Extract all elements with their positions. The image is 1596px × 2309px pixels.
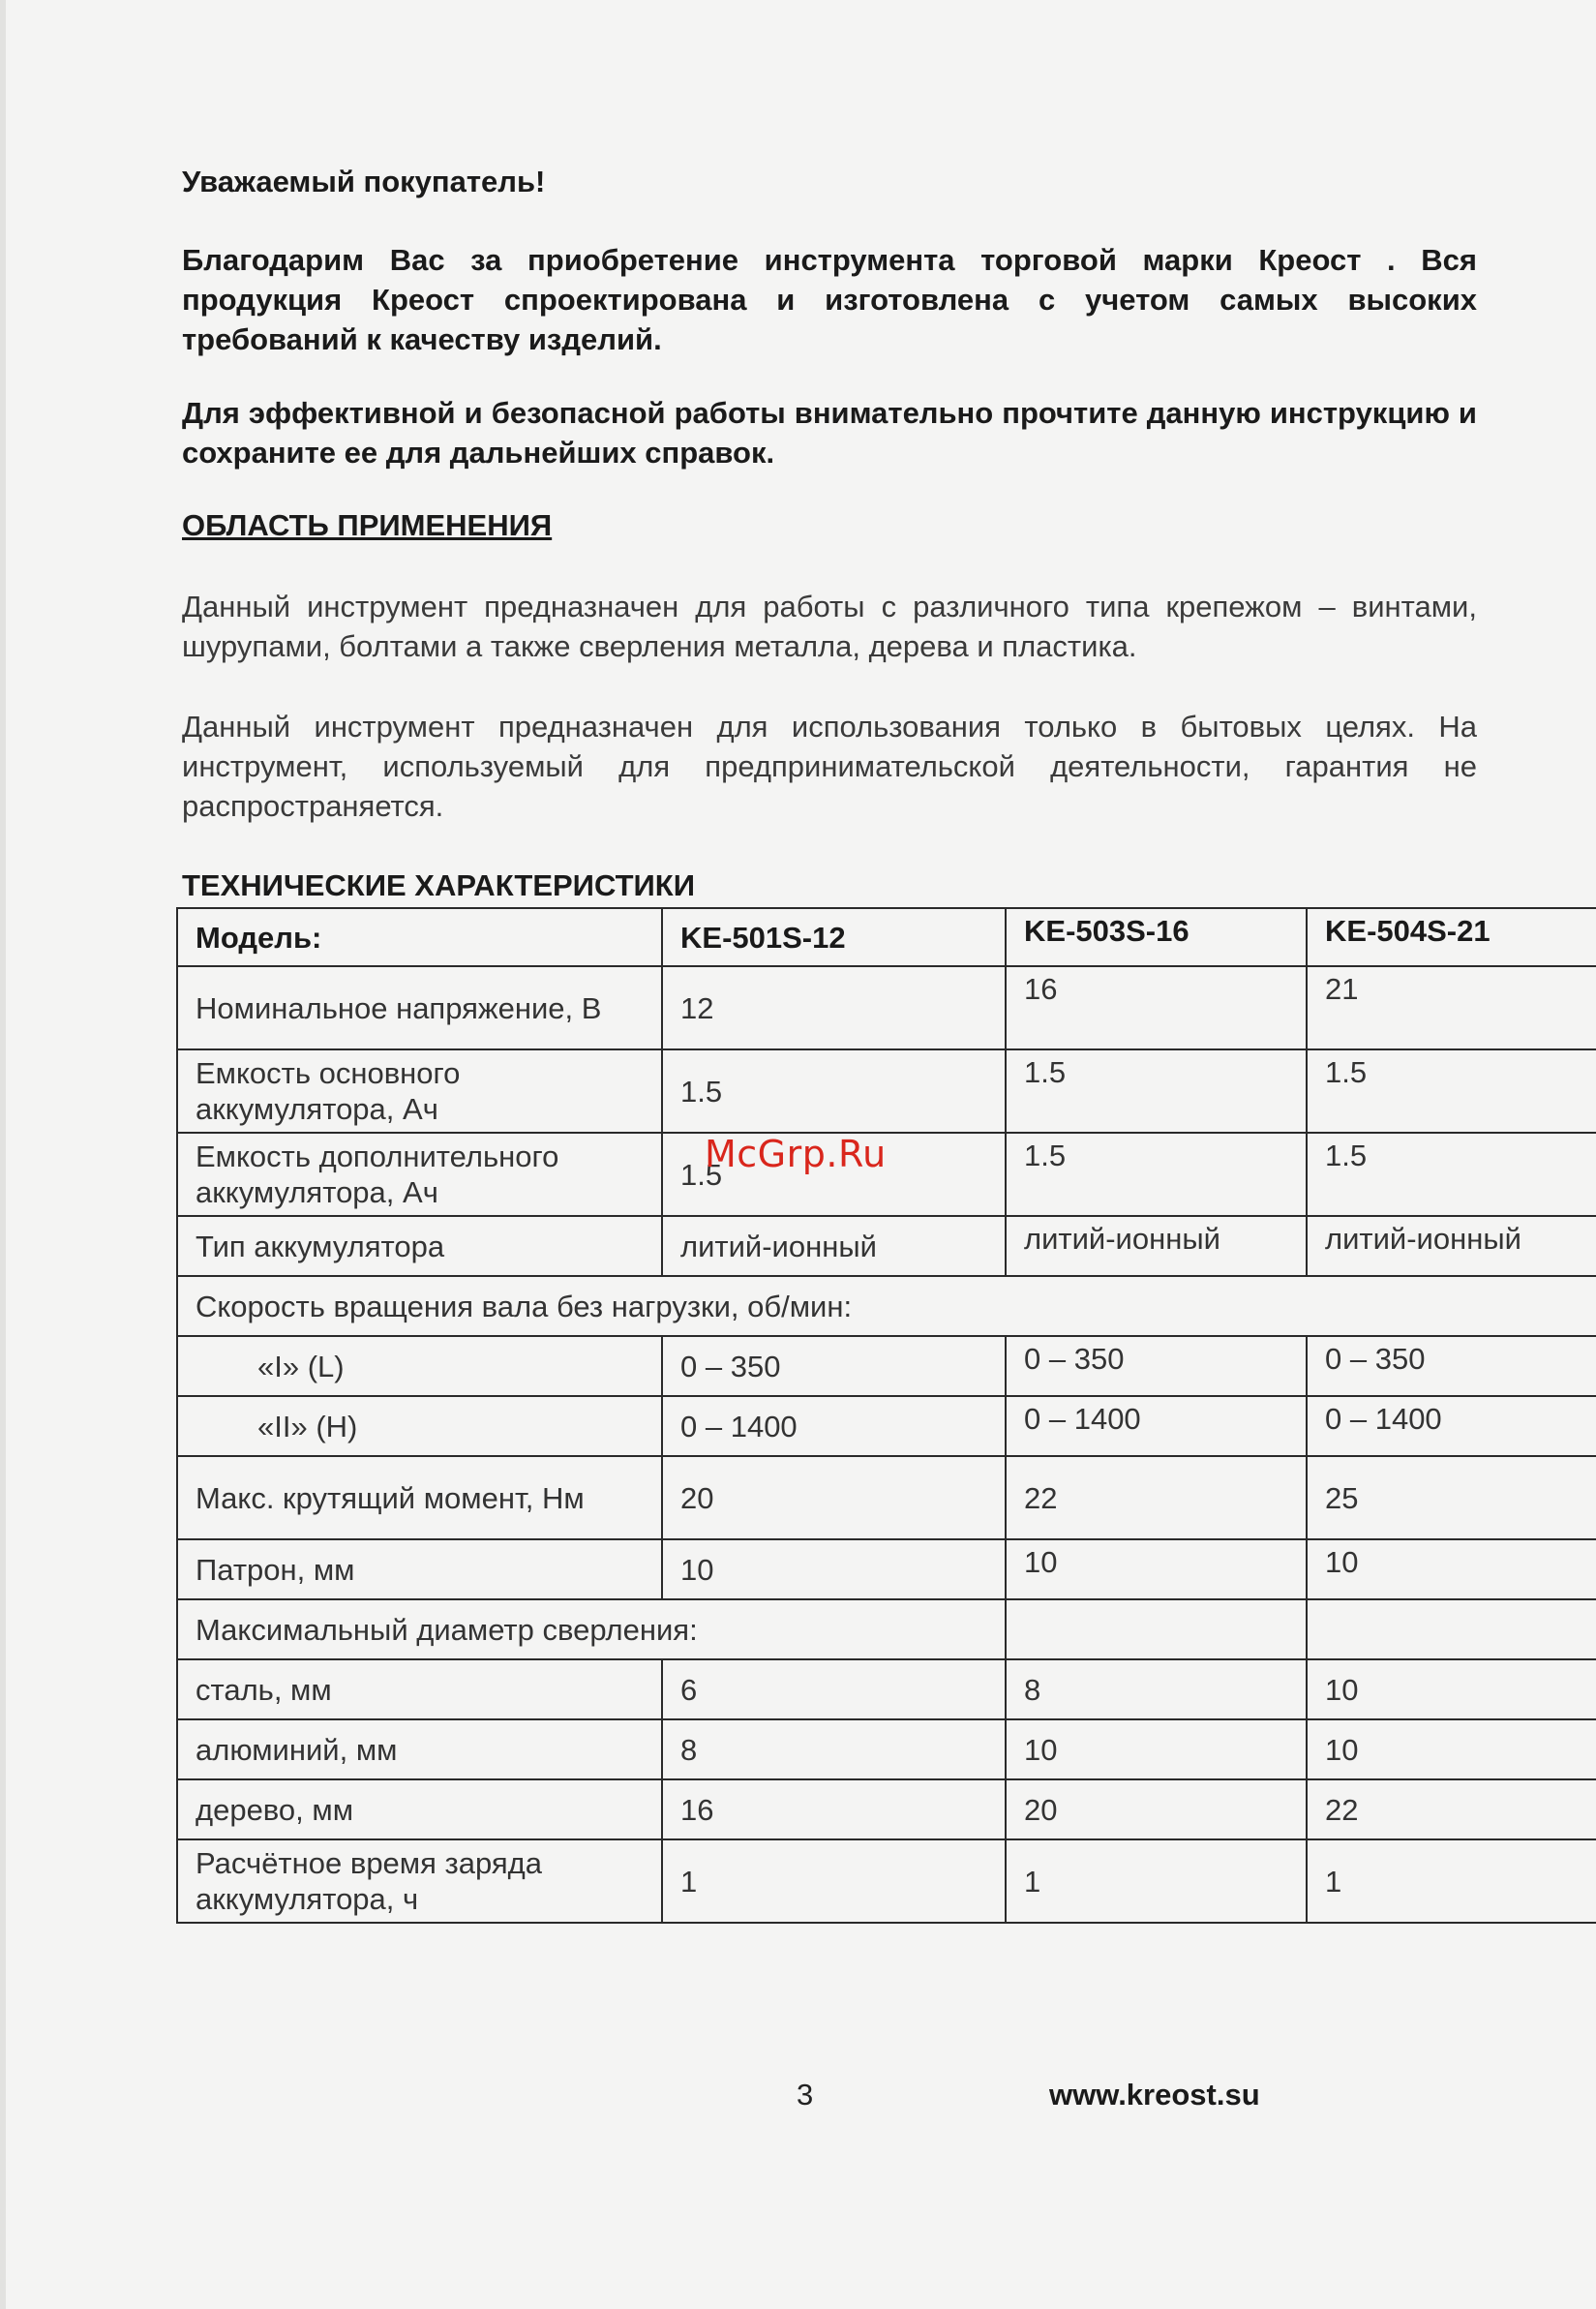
greeting: Уважаемый покупатель! <box>182 165 546 198</box>
row-value: 21 <box>1307 966 1596 1049</box>
row-label: Номинальное напряжение, В <box>177 966 662 1049</box>
row-value: 6 <box>662 1659 1006 1719</box>
application-paragraph-1: Данный инструмент предназначен для работы с различного типа крепежом – винтами, шурупами, болтами а также сверления металла, дерева и пластика. <box>182 590 1477 663</box>
row-value: 1 <box>1307 1839 1596 1923</box>
table-row <box>177 1456 1596 1539</box>
specifications-table <box>176 907 1596 1924</box>
table-row <box>177 966 1596 1049</box>
header-cell-model-1: KE-501S-12 <box>662 908 1006 966</box>
empty-cell <box>1006 1599 1307 1659</box>
row-value: 8 <box>662 1719 1006 1779</box>
page-spine-shadow <box>0 0 6 2309</box>
header-cell-model-3: KE-504S-21 <box>1307 908 1596 966</box>
row-value: 1 <box>1006 1839 1307 1923</box>
row-value: 20 <box>662 1456 1006 1539</box>
row-value: 22 <box>1006 1456 1307 1539</box>
empty-cell <box>1307 1599 1596 1659</box>
row-label: сталь, мм <box>177 1659 662 1719</box>
row-label: Емкость дополнительного аккумулятора, Ач <box>177 1133 662 1216</box>
table-row <box>177 1539 1596 1599</box>
application-paragraph-2: Данный инструмент предназначен для использования только в бытовых целях. На инструмент, используемый для предпринимательской деятельности, гарантия не распространяется. <box>182 710 1477 823</box>
row-value: литий-ионный <box>1307 1216 1596 1276</box>
table-group-row <box>177 1599 1596 1659</box>
row-label: дерево, мм <box>177 1779 662 1839</box>
intro-paragraph-1: Благодарим Вас за приобретение инструмента торговой марки Креост . Вся продукция Креост спроектирована и изготовлена с учетом самых высоких требований к качеству изделий. <box>182 243 1477 356</box>
page-number: 3 <box>797 2078 814 2112</box>
row-label: алюминий, мм <box>177 1719 662 1779</box>
row-value: 0 – 1400 <box>1307 1396 1596 1456</box>
footer-url-link[interactable]: www.kreost.su <box>1049 2078 1260 2112</box>
row-value: 10 <box>1006 1719 1307 1779</box>
table-row <box>177 1659 1596 1719</box>
section-heading-application: ОБЛАСТЬ ПРИМЕНЕНИЯ <box>182 508 553 542</box>
header-cell-model: Модель: <box>177 908 662 966</box>
table-row <box>177 1216 1596 1276</box>
row-label: «II» (H) <box>177 1396 662 1456</box>
row-value: 20 <box>1006 1779 1307 1839</box>
row-value: литий-ионный <box>662 1216 1006 1276</box>
row-value: 10 <box>662 1539 1006 1599</box>
row-value: 1.5 <box>662 1049 1006 1133</box>
row-label: Тип аккумулятора <box>177 1216 662 1276</box>
row-value: 16 <box>662 1779 1006 1839</box>
drill-group-label: Максимальный диаметр сверления: <box>177 1599 1006 1659</box>
header-cell-model-2: KE-503S-16 <box>1006 908 1307 966</box>
speed-group-label: Скорость вращения вала без нагрузки, об/мин: <box>177 1276 1596 1336</box>
row-value: 10 <box>1307 1719 1596 1779</box>
row-value: литий-ионный <box>1006 1216 1307 1276</box>
row-value: 1.5 <box>1006 1133 1307 1216</box>
row-label: «I» (L) <box>177 1336 662 1396</box>
table-header-row <box>177 908 1596 966</box>
table-row <box>177 1396 1596 1456</box>
row-value: 0 – 350 <box>1006 1336 1307 1396</box>
row-value: 0 – 1400 <box>662 1396 1006 1456</box>
row-value: 0 – 350 <box>662 1336 1006 1396</box>
row-value: 1.5 <box>1006 1049 1307 1133</box>
row-value: 10 <box>1307 1659 1596 1719</box>
row-value: 0 – 350 <box>1307 1336 1596 1396</box>
table-row <box>177 1049 1596 1133</box>
table-row <box>177 1779 1596 1839</box>
row-value: 8 <box>1006 1659 1307 1719</box>
section-heading-specs: ТЕХНИЧЕСКИЕ ХАРАКТЕРИСТИКИ <box>182 868 695 902</box>
table-row <box>177 1336 1596 1396</box>
row-value: 1.5 <box>1307 1049 1596 1133</box>
row-value: 16 <box>1006 966 1307 1049</box>
row-label: Расчётное время заряда аккумулятора, ч <box>177 1839 662 1923</box>
watermark-text: McGrp.Ru <box>705 1133 887 1175</box>
table-row <box>177 1719 1596 1779</box>
table-group-row <box>177 1276 1596 1336</box>
row-value: 25 <box>1307 1456 1596 1539</box>
row-value: 1 <box>662 1839 1006 1923</box>
row-label: Емкость основного аккумулятора, Ач <box>177 1049 662 1133</box>
row-label: Макс. крутящий момент, Нм <box>177 1456 662 1539</box>
row-value: 12 <box>662 966 1006 1049</box>
row-value: 1.5 <box>1307 1133 1596 1216</box>
row-value: 0 – 1400 <box>1006 1396 1307 1456</box>
row-value: 1.5 <box>662 1133 1006 1216</box>
row-label: Патрон, мм <box>177 1539 662 1599</box>
row-value: 10 <box>1006 1539 1307 1599</box>
row-value: 10 <box>1307 1539 1596 1599</box>
intro-paragraph-2: Для эффективной и безопасной работы внимательно прочтите данную инструкцию и сохраните ее для дальнейших справок. <box>182 396 1477 470</box>
row-value: 22 <box>1307 1779 1596 1839</box>
table-row <box>177 1839 1596 1923</box>
table-row <box>177 1133 1596 1216</box>
